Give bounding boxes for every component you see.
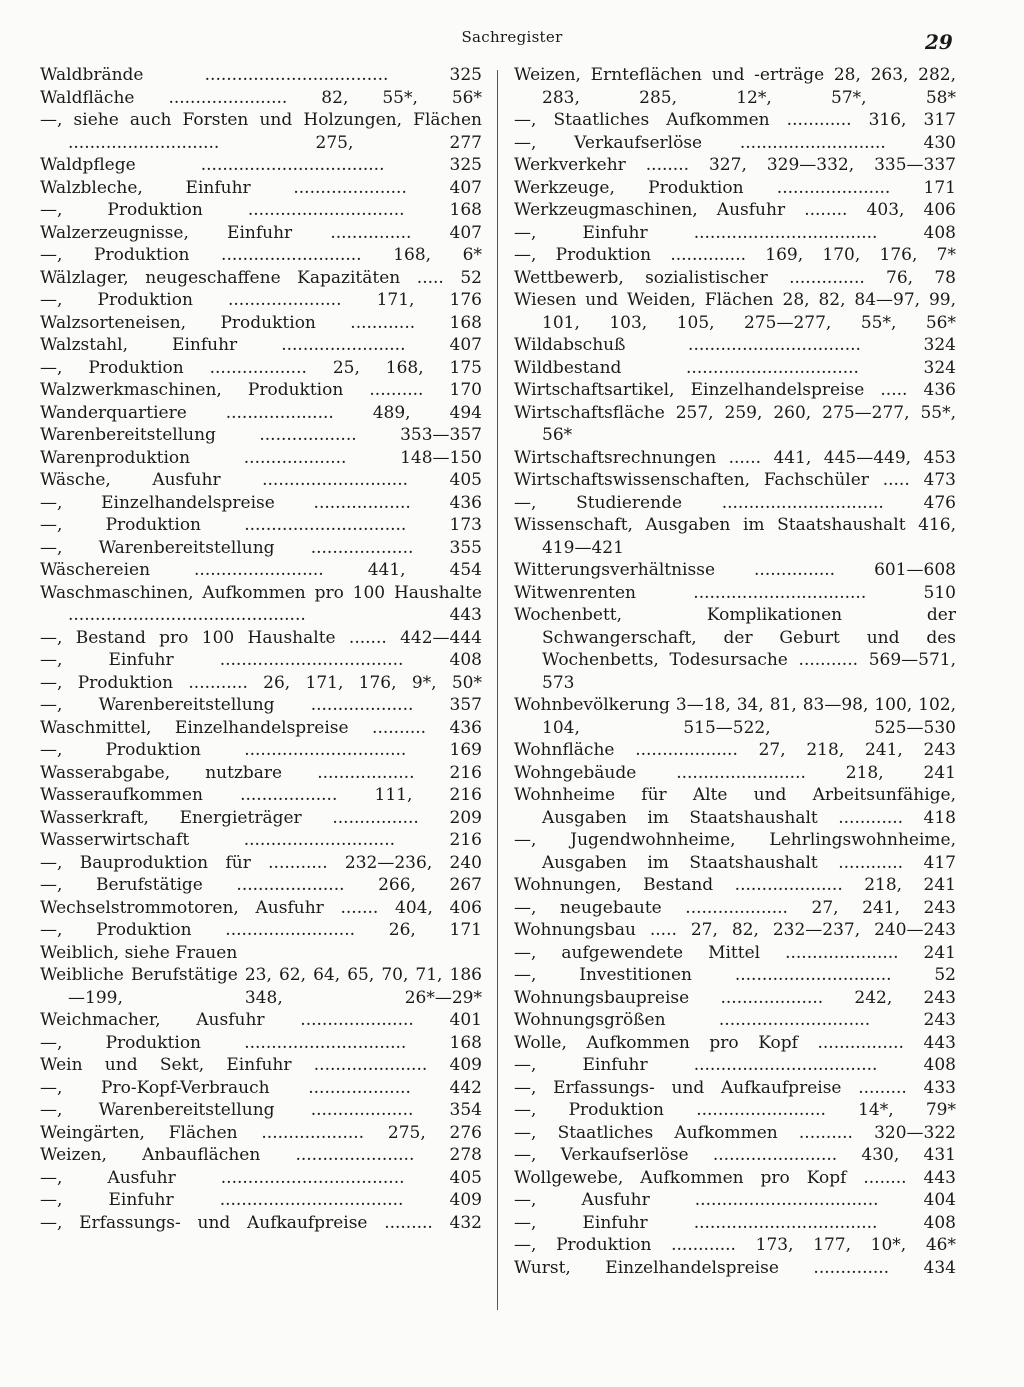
index-entry: Wohnbevölkerung 3—18, 34, 81, 83—98, 100, 102, 104, 515—522, 525—530 <box>514 695 956 738</box>
index-entry: —, Ausfuhr .................................. 404 <box>514 1190 956 1210</box>
index-entry: —, Einzelhandelspreise .................. 436 <box>40 492 482 513</box>
index-entry: Wildbestand ................................ 324 <box>514 357 956 378</box>
index-entry: —, neugebaute ................... 27, 241, 243 <box>514 897 956 918</box>
index-entry: Wasseraufkommen .................. 111, 216 <box>40 785 482 805</box>
index-entry: —, Berufstätige .................... 266, 267 <box>40 875 482 895</box>
index-entry: Weiblich, siehe Frauen <box>40 942 238 963</box>
index-entry: Wohnungsbau ..... 27, 82, 232—237, 240—243 <box>514 920 956 940</box>
index-entry: —, Einfuhr .................................. 409 <box>40 1190 482 1210</box>
index-entry: —, Verkaufserlöse ....................... 430, 431 <box>514 1145 956 1165</box>
index-entry: Waldfläche ...................... 82, 55*, 56* <box>40 87 482 108</box>
index-entry: —, Studierende .............................. 476 <box>514 492 956 513</box>
index-entry: —, Verkaufserlöse ........................... 430 <box>514 132 956 153</box>
index-entry: Wasserwirtschaft ............................ 216 <box>40 830 482 850</box>
index-entry: Wohnungsbaupreise ................... 242, 243 <box>514 987 956 1008</box>
index-entry: Waschmaschinen, Aufkommen pro 100 Haushalte ............................................ 443 <box>40 582 482 625</box>
index-entry: Wälzlager, neugeschaffene Kapazitäten ..... 52 <box>40 267 482 288</box>
index-entry: —, Ausfuhr .................................. 405 <box>40 1167 482 1188</box>
index-entry: —, Investitionen ............................. 52 <box>514 965 956 985</box>
index-column-right <box>514 64 956 1279</box>
index-entry: —, Warenbereitstellung ................... 354 <box>40 1100 482 1120</box>
index-entry: —, Erfassungs- und Aufkaufpreise ......... 432 <box>40 1212 482 1233</box>
index-entry: Walzstahl, Einfuhr ....................... 407 <box>40 335 482 355</box>
index-entry: —, Produktion .............................. 169 <box>40 740 482 760</box>
index-entry: Werkverkehr ........ 327, 329—332, 335—337 <box>514 155 956 175</box>
index-entry: Waschmittel, Einzelhandelspreise .......... 436 <box>40 717 482 738</box>
page-number: 29 <box>925 30 953 54</box>
index-entry: —, Staatliches Aufkommen .......... 320—322 <box>514 1122 956 1143</box>
index-entry: Werkzeugmaschinen, Ausfuhr ........ 403, 406 <box>514 200 956 220</box>
index-entry: Walzsorteneisen, Produktion ............ 168 <box>40 312 482 333</box>
index-entry: Wolle, Aufkommen pro Kopf ................ 443 <box>514 1032 956 1053</box>
index-entry: Warenbereitstellung .................. 353—357 <box>40 425 482 445</box>
index-entry: Werkzeuge, Produktion ..................... 171 <box>514 177 956 198</box>
index-entry: —, Produktion ........... 26, 171, 176, 9*, 50* <box>40 672 482 693</box>
index-entry: Wirtschaftsfläche 257, 259, 260, 275—277, 55*, 56* <box>514 402 956 445</box>
page-header-title: Sachregister <box>461 28 563 46</box>
index-entry: —, Produktion ............ 173, 177, 10*, 46* <box>514 1235 956 1255</box>
index-entry: —, Bestand pro 100 Haushalte ....... 442—444 <box>40 627 482 648</box>
index-entry: Wäschereien ........................ 441, 454 <box>40 560 482 580</box>
index-entry: Walzwerkmaschinen, Produktion .......... 170 <box>40 380 482 400</box>
index-entry: Wirtschaftswissenschaften, Fachschüler ..... 473 <box>514 470 956 490</box>
index-entry: Wirtschaftsartikel, Einzelhandelspreise ..... 436 <box>514 380 956 400</box>
index-entry: —, Staatliches Aufkommen ............ 316, 317 <box>514 110 956 130</box>
index-entry: Wohnfläche ................... 27, 218, 241, 243 <box>514 740 956 760</box>
index-entry: Wildabschuß ................................ 324 <box>514 335 956 355</box>
index-entry: —, Bauproduktion für ........... 232—236, 240 <box>40 852 482 873</box>
index-entry: Witterungsverhältnisse ............... 601—608 <box>514 560 956 580</box>
index-entry: Wettbewerb, sozialistischer .............. 76, 78 <box>514 267 956 288</box>
index-entry: Witwenrenten ................................ 510 <box>514 582 956 603</box>
index-entry: —, Produktion ............................. 168 <box>40 200 482 220</box>
index-entry: Wohnungen, Bestand .................... 218, 241 <box>514 875 956 895</box>
index-entry: Warenproduktion ................... 148—150 <box>40 447 482 468</box>
index-entry: —, Produktion ..................... 171, 176 <box>40 290 482 310</box>
index-entry: Wohnheime für Alte und Arbeitsunfähige, Ausgaben im Staatshaushalt ............ 418 <box>514 785 956 828</box>
index-entry: Wäsche, Ausfuhr ........................... 405 <box>40 470 482 490</box>
index-entry: —, Einfuhr .................................. 408 <box>514 1212 956 1233</box>
index-entry: —, Produktion .......................... 168, 6* <box>40 245 482 265</box>
index-entry: —, Produktion .............. 169, 170, 176, 7* <box>514 245 956 265</box>
index-entry: Weingärten, Flächen ................... 275, 276 <box>40 1122 482 1143</box>
index-column-left <box>40 64 482 1234</box>
index-entry: —, Erfassungs- und Aufkaufpreise ......... 433 <box>514 1077 956 1098</box>
index-entry: Weizen, Anbauflächen ...................... 278 <box>40 1145 482 1165</box>
index-entry: —, Einfuhr .................................. 408 <box>40 650 482 670</box>
index-entry: Weibliche Berufstätige 23, 62, 64, 65, 70, 71, 186—199, 348, 26*—29* <box>40 965 482 1008</box>
index-entry: Wollgewebe, Aufkommen pro Kopf ........ 443 <box>514 1167 956 1188</box>
index-entry: Wochenbett, Komplikationen der Schwangerschaft, der Geburt und des Wochenbetts, Todesursache ........... 569—571, 573 <box>514 605 956 693</box>
index-entry: Wohngebäude ........................ 218, 241 <box>514 762 956 783</box>
index-entry: Wanderquartiere .................... 489, 494 <box>40 402 482 423</box>
index-entry: —, Produktion ........................ 14*, 79* <box>514 1100 956 1120</box>
index-entry: Wohnungsgrößen ............................ 243 <box>514 1010 956 1030</box>
index-entry: —, Einfuhr .................................. 408 <box>514 1055 956 1075</box>
index-entry: —, Jugendwohnheime, Lehrlingswohnheime, Ausgaben im Staatshaushalt ............ 417 <box>514 830 956 873</box>
index-entry: Wasserabgabe, nutzbare .................. 216 <box>40 762 482 783</box>
index-entry: Wiesen und Weiden, Flächen 28, 82, 84—97, 99, 101, 103, 105, 275—277, 55*, 56* <box>514 290 956 333</box>
index-entry: —, Produktion .............................. 168 <box>40 1032 482 1053</box>
index-entry: Wasserkraft, Energieträger ................ 209 <box>40 807 482 828</box>
index-entry: Walzbleche, Einfuhr ..................... 407 <box>40 177 482 198</box>
index-entry: Weichmacher, Ausfuhr ..................... 401 <box>40 1010 482 1030</box>
index-entry: —, aufgewendete Mittel ..................... 241 <box>514 942 956 963</box>
index-entry: —, Einfuhr .................................. 408 <box>514 222 956 243</box>
index-entry: —, Warenbereitstellung ................... 357 <box>40 695 482 715</box>
index-entry: —, Produktion ........................ 26, 171 <box>40 920 482 940</box>
index-entry: Wurst, Einzelhandelspreise .............. 434 <box>514 1257 956 1278</box>
index-entry: Wechselstrommotoren, Ausfuhr ....... 404, 406 <box>40 897 482 918</box>
index-entry: Waldpflege .................................. 325 <box>40 155 482 175</box>
index-entry: —, Produktion .................. 25, 168, 175 <box>40 357 482 378</box>
index-entry: Waldbrände .................................. 325 <box>40 65 482 85</box>
index-entry: Walzerzeugnisse, Einfuhr ............... 407 <box>40 222 482 243</box>
column-divider <box>497 70 498 1310</box>
index-entry: Wissenschaft, Ausgaben im Staatshaushalt 416, 419—421 <box>514 515 956 558</box>
index-entry: —, Pro-Kopf-Verbrauch ................... 442 <box>40 1077 482 1098</box>
index-entry: —, Warenbereitstellung ................... 355 <box>40 537 482 558</box>
index-entry: Wirtschaftsrechnungen ...... 441, 445—449, 453 <box>514 447 956 468</box>
index-entry: —, siehe auch Forsten und Holzungen, Flächen ............................ 275, 277 <box>40 110 482 153</box>
index-entry: Weizen, Ernteflächen und -erträge 28, 263, 282, 283, 285, 12*, 57*, 58* <box>514 65 956 108</box>
index-entry: —, Produktion .............................. 173 <box>40 515 482 535</box>
index-entry: Wein und Sekt, Einfuhr ..................... 409 <box>40 1055 482 1075</box>
